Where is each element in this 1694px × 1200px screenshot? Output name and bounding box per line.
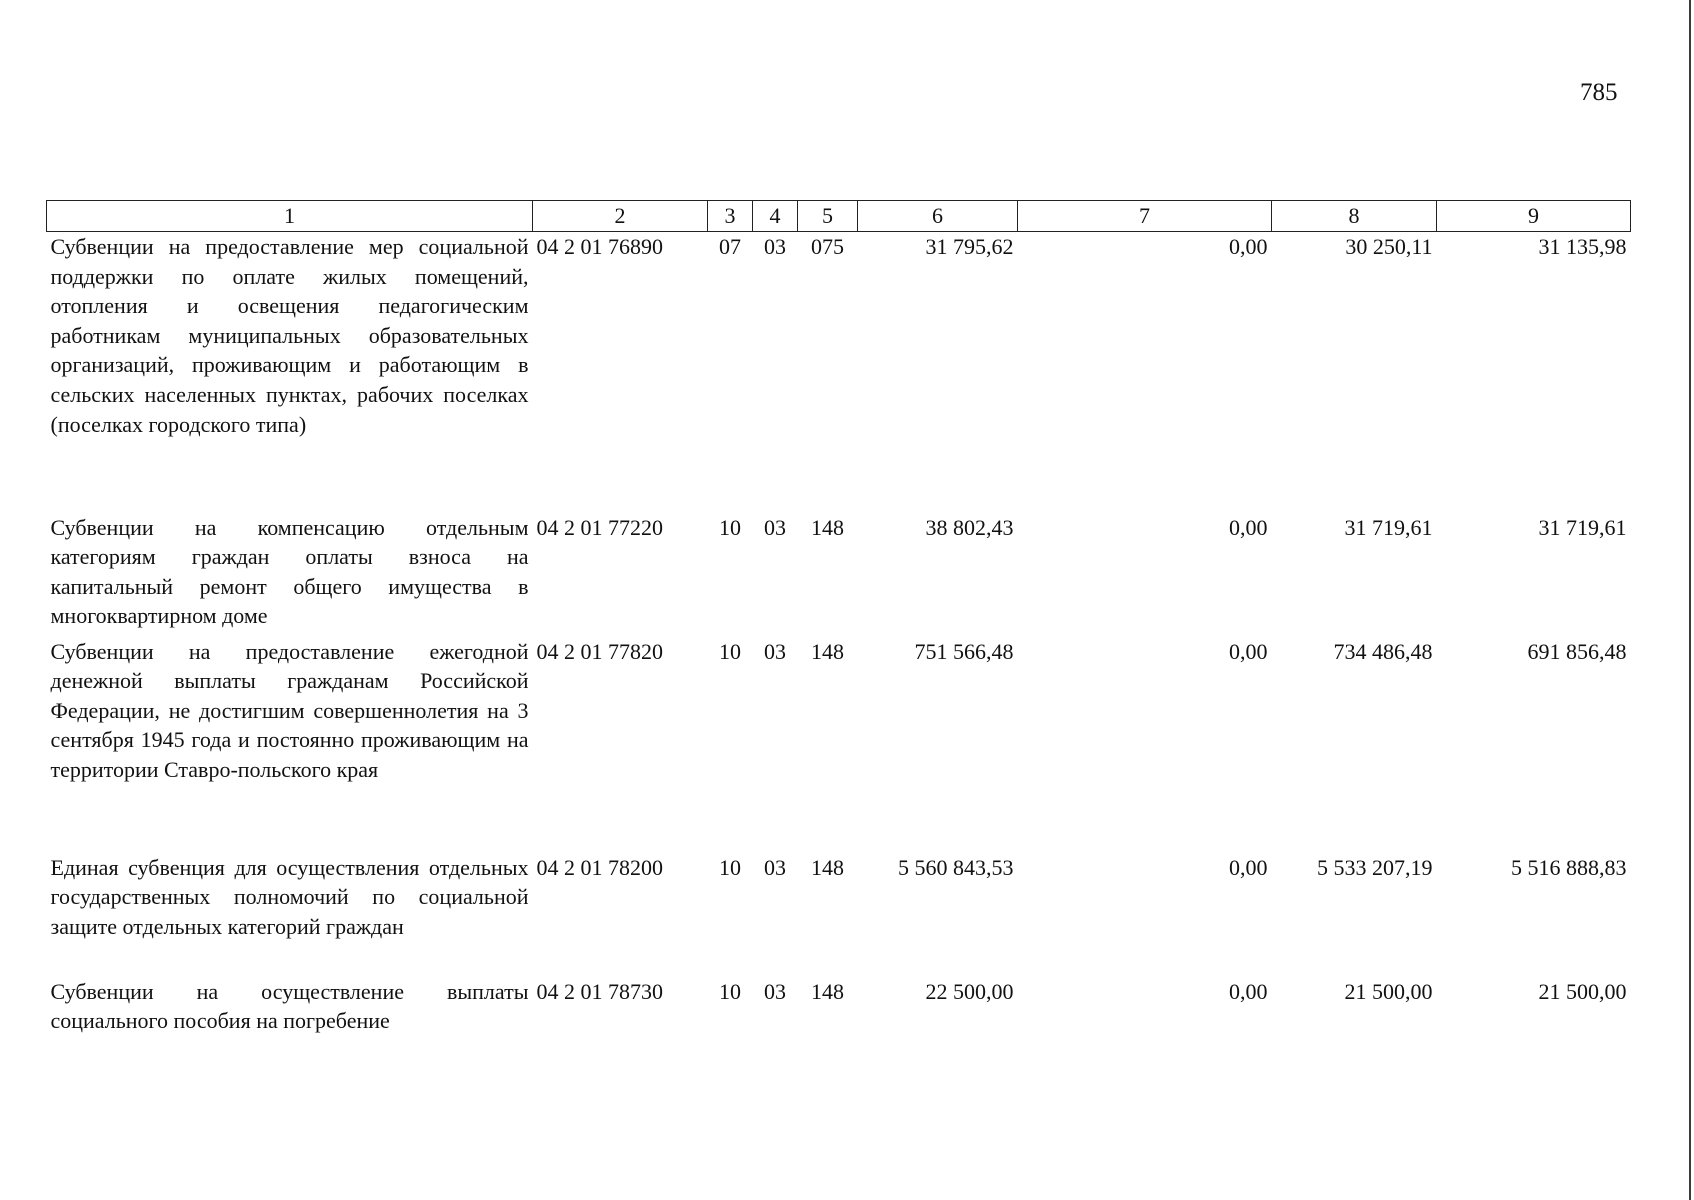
table-row bbox=[47, 853, 1631, 977]
header-row bbox=[47, 201, 1631, 232]
row-col-5: 148 bbox=[811, 638, 844, 664]
row-col-7: 0,00 bbox=[1229, 854, 1268, 880]
row-col-3: 10 bbox=[719, 514, 741, 540]
header-col-6: 6 bbox=[858, 201, 1018, 232]
row-code: 04 2 01 78730 bbox=[536, 978, 663, 1004]
scan-edge-line bbox=[1689, 0, 1691, 1200]
row-description: Субвенции на предоставление мер социальной поддержки по оплате жилых помещений, отопления и освещения педагогическим работникам муниципальных образовательных организаций, проживающим и работающим в сельских населенных пунктах, рабочих поселках (поселках городского типа) bbox=[50, 234, 529, 437]
row-col-9: 31 135,98 bbox=[1538, 234, 1627, 259]
table-header bbox=[47, 201, 1631, 232]
row-col-9: 21 500,00 bbox=[1538, 978, 1627, 1004]
row-col-4: 03 bbox=[764, 854, 786, 880]
row-col-6: 751 566,48 bbox=[914, 638, 1014, 664]
row-col-8: 5 533 207,19 bbox=[1317, 854, 1433, 880]
row-col-9: 5 516 888,83 bbox=[1511, 854, 1627, 880]
row-col-8: 31 719,61 bbox=[1344, 514, 1433, 540]
row-col-3: 10 bbox=[719, 978, 741, 1004]
header-col-4: 4 bbox=[753, 201, 798, 232]
row-col-4: 03 bbox=[764, 234, 786, 259]
budget-table bbox=[46, 200, 1631, 1039]
row-code: 04 2 01 78200 bbox=[536, 854, 663, 880]
row-col-9: 31 719,61 bbox=[1538, 514, 1627, 540]
header-col-9: 9 bbox=[1437, 201, 1631, 232]
row-code: 04 2 01 77820 bbox=[536, 638, 663, 664]
row-description: Единая субвенция для осуществления отдельных государственных полномочий по социальной защите отдельных категорий граждан bbox=[50, 854, 529, 939]
header-col-2: 2 bbox=[533, 201, 708, 232]
row-code: 04 2 01 76890 bbox=[536, 234, 663, 259]
header-col-7: 7 bbox=[1018, 201, 1272, 232]
table-row bbox=[47, 513, 1631, 637]
table-row bbox=[47, 637, 1631, 853]
header-col-8: 8 bbox=[1272, 201, 1437, 232]
row-col-9: 691 856,48 bbox=[1527, 638, 1627, 664]
row-col-5: 148 bbox=[811, 854, 844, 880]
row-col-3: 10 bbox=[719, 638, 741, 664]
row-col-7: 0,00 bbox=[1229, 514, 1268, 540]
row-col-7: 0,00 bbox=[1229, 234, 1268, 259]
row-col-6: 22 500,00 bbox=[925, 978, 1014, 1004]
row-col-8: 21 500,00 bbox=[1344, 978, 1433, 1004]
row-col-4: 03 bbox=[764, 978, 786, 1004]
row-col-5: 148 bbox=[811, 978, 844, 1004]
row-col-4: 03 bbox=[764, 514, 786, 540]
table-row bbox=[47, 977, 1631, 1039]
table-body bbox=[47, 232, 1631, 1039]
row-code: 04 2 01 77220 bbox=[536, 514, 663, 540]
table-row bbox=[47, 232, 1631, 513]
row-description: Субвенции на предоставление ежегодной денежной выплаты гражданам Российской Федерации, не достигшим совершеннолетия на 3 сентября 1945 года и постоянно проживающим на территории Ставро-польского края bbox=[50, 638, 529, 782]
row-col-3: 10 bbox=[719, 854, 741, 880]
header-col-5: 5 bbox=[798, 201, 858, 232]
header-col-1: 1 bbox=[47, 201, 533, 232]
row-col-7: 0,00 bbox=[1229, 638, 1268, 664]
row-col-3: 07 bbox=[719, 234, 741, 259]
row-description: Субвенции на осуществление выплаты социального пособия на погребение bbox=[50, 978, 529, 1034]
row-col-5: 148 bbox=[811, 514, 844, 540]
row-col-8: 30 250,11 bbox=[1345, 234, 1433, 259]
row-col-7: 0,00 bbox=[1229, 978, 1268, 1004]
row-col-8: 734 486,48 bbox=[1333, 638, 1433, 664]
row-description: Субвенции на компенсацию отдельным категориям граждан оплаты взноса на капитальный ремонт общего имущества в многоквартирном доме bbox=[50, 514, 529, 629]
row-col-5: 075 bbox=[811, 234, 844, 259]
page-number: 785 bbox=[1580, 79, 1618, 106]
header-col-3: 3 bbox=[708, 201, 753, 232]
row-col-6: 38 802,43 bbox=[925, 514, 1014, 540]
row-col-6: 31 795,62 bbox=[925, 234, 1014, 259]
row-col-4: 03 bbox=[764, 638, 786, 664]
row-col-6: 5 560 843,53 bbox=[898, 854, 1014, 880]
